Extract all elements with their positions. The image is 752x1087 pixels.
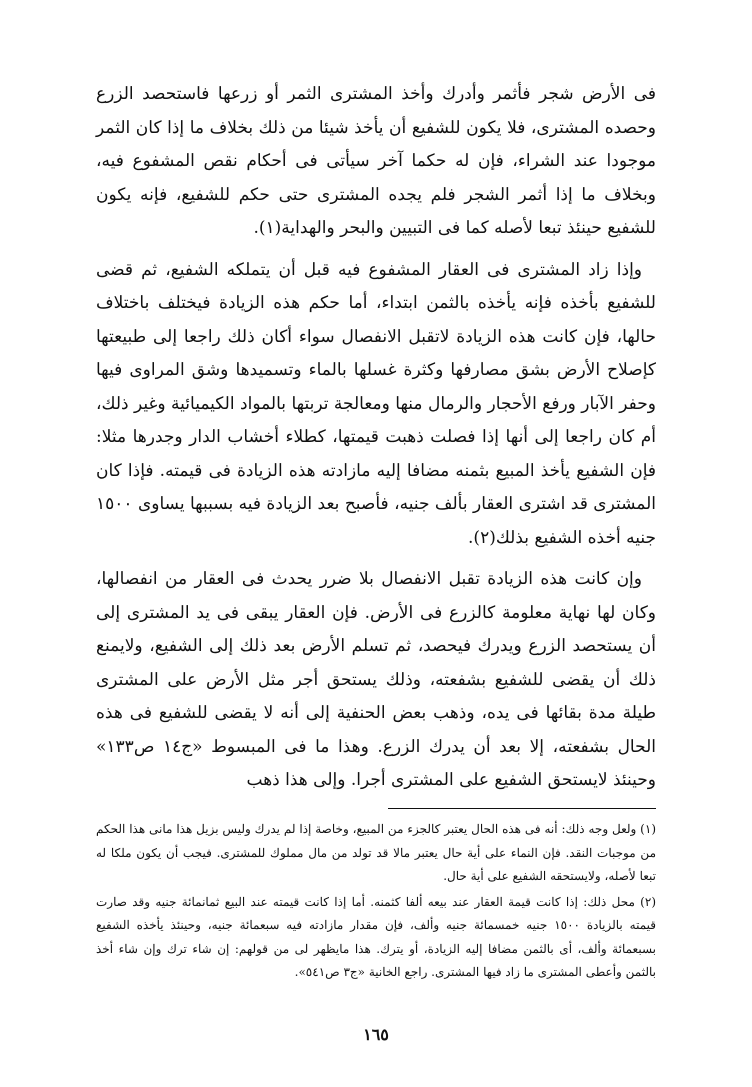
footnote-2: (٢) محل ذلك: إذا كانت قيمة العقار عند بيعه ألفا كثمنه. أما إذا كانت قيمته عند البيع ثمانمائة جنيه وقد صارت قيمته بالزيادة ١٥٠٠ جنيه خمسمائة جنيه وألف، فإن مقدار مازادته فيه سبعمائة جنيه، وحينئذ يأخذه الشفيع بسبعمائة وألف، أى بالثمن مضافا إليه الزيادة، أو يترك. هذا مايظهر لى من قولهم: إن شاء ترك وإن شاء أخذ بالثمن وأعطى المشترى ما زاد فيها المشترى. راجع الخانية «ج٣ ص٥٤١». bbox=[96, 894, 656, 979]
footnotes bbox=[96, 818, 656, 985]
main-text bbox=[96, 78, 656, 798]
body-paragraph-2: وإذا زاد المشترى فى العقار المشفوع فيه قبل أن يتملكه الشفيع، ثم قضى للشفيع بأخذه فإنه يأخذه بالثمن ابتداء، أما حكم هذه الزيادة فيختلف باختلاف حالها، فإن كانت هذه الزيادة لاتقبل الانفصال سواء أكان ذلك راجعا إلى طبيعتها كإصلاح الأرض بشق مصارفها وكثرة غسلها بالماء وتسميدها وشق المراوى فيها وحفر الآبار ورفع الأحجار والرمال منها ومعالجة تربتها بالمواد الكيميائية وغير ذلك، أم كان راجعا إلى أنها إذا فصلت ذهبت قيمتها، كطلاء أخشاب الدار وجدرها مثلا: فإن الشفيع يأخذ المبيع بثمنه مضافا إليه مازادته هذه الزيادة فى قيمته. فإذا كان المشترى قد اشترى العقار بألف جنيه، فأصبح بعد الزيادة فيه بسببها يساوى ١٥٠٠ جنيه أخذه الشفيع بذلك(٢). bbox=[96, 259, 656, 548]
body-paragraph-3: وإن كانت هذه الزيادة تقبل الانفصال بلا ضرر يحدث فى العقار من انفصالها، وكان لها نهاية معلومة كالزرع فى الأرض. فإن العقار يبقى فى يد المشترى إلى أن يستحصد الزرع ويدرك فيحصد، ثم تسلم الأرض بعد ذلك إلى الشفيع، ولايمنع ذلك أن يقضى للشفيع بشفعته، وذلك يستحق أجر مثل الأرض على المشترى طيلة مدة بقائها فى يده، وذهب بعض الحنفية إلى أنه لا يقضى للشفيع فى هذه الحال بشفعته، إلا بعد أن يدرك الزرع. وهذا ما فى المبسوط «ج١٤ ص١٣٣» وحينئذ لايستحق الشفيع على المشترى أجرا. وإلى هذا ذهب bbox=[96, 569, 656, 790]
footnote-1: (١) ولعل وجه ذلك: أنه فى هذه الحال يعتبر كالجزء من المبيع، وخاصة إذا لم يدرك وليس بزيل هذا مانى هذا الحكم من موجبات النقد. فإن النماء على أية حال يعتبر مالا قد تولد من مال مملوك للمشترى. فيجب أن يكون ملكا له تبعا لأصله، ولايستحقه الشفيع على أية حال. bbox=[96, 822, 656, 883]
body-paragraph-1: فى الأرض شجر فأثمر وأدرك وأخذ المشترى الثمر أو زرعها فاستحصد الزرع وحصده المشترى، فلا يكون للشفيع أن يأخذ شيئا من ذلك بخلاف ما إذا كان الثمر موجودا عند الشراء، فإن له حكما آخر سيأتى فى أحكام نقص المشفوع فيه، وبخلاف ما إذا أثمر الشجر فلم يجده المشترى حتى حكم للشفيع، فإنه يكون للشفيع حينئذ تبعا لأصله كما فى التبيين والبحر والهداية(١). bbox=[96, 84, 656, 238]
footnote-divider bbox=[388, 808, 656, 809]
page-number: ١٦٥ bbox=[363, 1025, 389, 1044]
